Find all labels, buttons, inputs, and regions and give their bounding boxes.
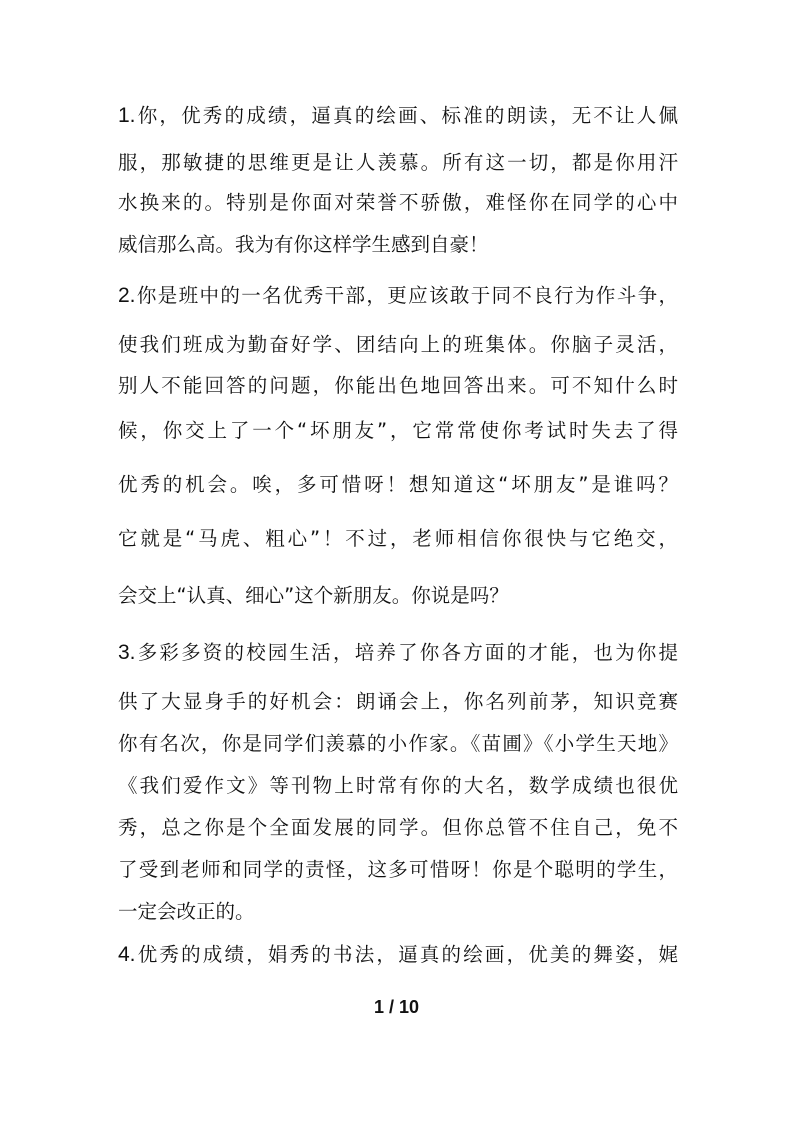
text-line: 候，你交上了一个“坏朋友”，它常常使你考试时失去了得 [118,419,678,442]
text-line: 别人不能回答的问题，你能出色地回答出来。可不知什么时 [118,374,678,397]
text-line: 服，那敏捷的思维更是让人羡慕。所有这一切，都是你用汗 [118,151,678,174]
text-line: 威信那么高。我为有你这样学生感到自豪！ [118,233,489,256]
text-line: 水换来的。特别是你面对荣誉不骄傲，难怪你在同学的心中 [118,191,678,214]
text-line: 你有名次，你是同学们羡慕的小作家。《苗圃》《小学生天地》 [118,732,678,755]
text-line: 1.你，优秀的成绩，逼真的绘画、标准的朗读，无不让人佩 [118,104,678,127]
paragraph-number: 3. [118,641,136,664]
text-line: 4.优秀的成绩，娟秀的书法，逼真的绘画，优美的舞姿，娓 [118,943,678,966]
text-line: 3.多彩多资的校园生活，培养了你各方面的才能，也为你提 [118,641,678,664]
text-line: 使我们班成为勤奋好学、团结向上的班集体。你脑子灵活， [118,333,678,356]
text-line: 会交上“认真、细心”这个新朋友。你说是吗？ [118,584,509,607]
text-line: 一定会改正的。 [118,900,255,923]
text-line: 它就是“马虎、粗心”！不过，老师相信你很快与它绝交， [118,527,678,550]
text-line: 2.你是班中的一名优秀干部，更应该敢于同不良行为作斗争， [118,284,678,307]
paragraph-number: 2. [118,284,136,307]
paragraph-number: 4. [118,943,136,966]
text-line: 供了大显身手的好机会：朗诵会上，你名列前茅，知识竞赛 [118,690,678,713]
text-line: 优秀的机会。唉，多可惜呀！想知道这“坏朋友”是谁吗？ [118,473,678,496]
text-line: 了受到老师和同学的责怪，这多可惜呀！你是个聪明的学生， [118,858,678,881]
text-line: 秀，总之你是个全面发展的同学。但你总管不住自己，免不 [118,816,678,839]
paragraph-number: 1. [118,104,136,127]
page-number: 1 / 10 [373,997,420,1017]
text-line: 《我们爱作文》等刊物上时常有你的大名，数学成绩也很优 [118,774,678,797]
